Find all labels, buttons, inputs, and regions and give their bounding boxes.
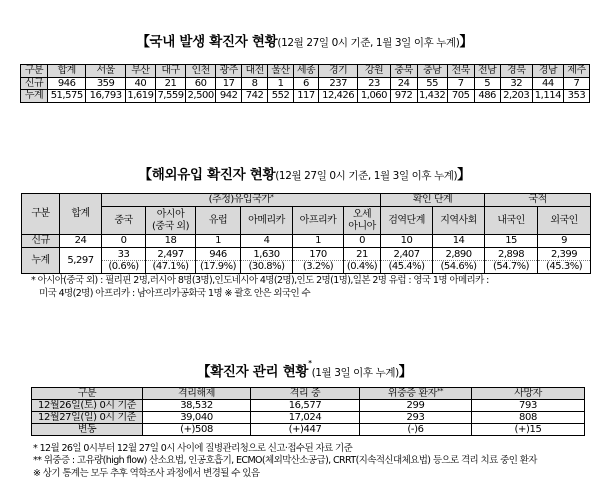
imported-col-oceania: 오세 아니아 — [344, 207, 381, 235]
domestic-value-cell: 742 — [242, 90, 268, 103]
domestic-value-cell: 486 — [474, 90, 500, 103]
imported-new-value: 10 — [381, 235, 433, 248]
imported-col-domestic: 내국인 — [485, 207, 538, 235]
domestic-header-row — [21, 65, 590, 78]
imported-note-line2: 미국 4명(2명) 아프리카 : 남아프리카공화국 1명 ※ 괄호 안은 외국인 수 — [39, 288, 311, 299]
management-header-label: 위중증 환자 — [387, 388, 437, 399]
management-value-cell: 293 — [360, 412, 472, 424]
domestic-row-label: 누계 — [21, 90, 48, 103]
management-value-cell: 39,040 — [143, 412, 251, 424]
domestic-header-cell: 대구 — [155, 65, 185, 78]
section2-title-block: 【해외유입 확진자 현황(12월 27일 0시 기준, 1월 3일 이후 누계)】 — [138, 167, 471, 183]
management-row-change — [32, 424, 585, 436]
domestic-cumulative-row — [21, 90, 590, 103]
imported-cum-value: 2,898 — [497, 248, 525, 260]
imported-cum-cell — [102, 248, 146, 274]
imported-cum-value: 170 — [309, 248, 327, 260]
domestic-header-cell: 세종 — [294, 65, 319, 78]
imported-new-value: 0 — [102, 235, 146, 248]
management-header-label: 격리해제 — [177, 388, 216, 399]
imported-cum-percent: (45.3%) — [538, 260, 590, 273]
domestic-value-cell: 1,432 — [419, 90, 446, 102]
imported-col-quarantine: 검역단계 — [381, 207, 433, 235]
imported-cum-value: 1,630 — [253, 248, 280, 260]
imported-note-line1: * 아시아(중국 외) : 필리핀 2명,러시아 8명(3명),인도네시아 4명(2명),인도 2명(1명),일본 2명 유럽 : 영국 1명 아메리카 : — [31, 275, 489, 286]
domestic-value-cell: 21 — [155, 77, 185, 90]
imported-new-label: 신규 — [22, 235, 60, 248]
imported-new-value: 1 — [196, 235, 241, 248]
domestic-value-cell: 359 — [86, 77, 125, 90]
imported-cum-value: 946 — [209, 248, 227, 260]
management-header-row — [32, 388, 585, 400]
imported-col-community: 지역사회 — [433, 207, 485, 235]
section2-title: 해외유입 확진자 현황 — [151, 167, 276, 183]
management-row-label: 12월26일(토) 0시 기준 — [32, 400, 143, 412]
management-header-cell — [360, 388, 472, 400]
imported-header-nationality: 국적 — [485, 194, 591, 207]
domestic-header-cell: 경북 — [500, 65, 532, 78]
management-value-cell: 808 — [472, 412, 585, 424]
imported-new-value: 0 — [344, 235, 381, 248]
domestic-value-cell: 1,060 — [358, 90, 390, 103]
management-header-label: 사망자 — [514, 388, 542, 399]
imported-cum-percent: (17.9%) — [196, 260, 240, 273]
imported-cum-cell — [381, 248, 433, 274]
domestic-value-cell: 23 — [358, 77, 390, 90]
imported-header-stage: 확인 단계 — [381, 194, 485, 207]
imported-cum-percent: (54.6%) — [433, 260, 484, 273]
domestic-value-cell: 8 — [242, 77, 268, 90]
imported-cum-cell — [538, 248, 591, 274]
imported-cum-percent: (47.1%) — [146, 260, 195, 273]
domestic-value-cell: 1,114 — [532, 90, 563, 103]
domestic-value-cell: 237 — [318, 77, 357, 90]
section1-title: 【국내 발생 확진자 현황 — [136, 34, 278, 50]
management-value-cell: (+)15 — [472, 424, 585, 436]
domestic-header-cell: 전북 — [447, 65, 474, 78]
domestic-value-cell: 60 — [186, 77, 216, 90]
imported-new-value: 1 — [293, 235, 344, 248]
domestic-header-cell: 합계 — [47, 65, 85, 78]
management-row-dec27 — [32, 412, 585, 424]
management-row-dec26 — [32, 400, 585, 412]
management-value-cell: 299 — [360, 400, 472, 412]
domestic-header-cell: 강원 — [358, 65, 390, 78]
imported-cum-value: 2,890 — [445, 248, 472, 260]
section1-subtitle: (12월 27일 0시 기준, 1월 3일 이후 누계) — [277, 37, 460, 49]
severe-footnote-mark: ** — [436, 387, 444, 395]
imported-cum-percent: (3.2%) — [293, 260, 343, 273]
management-value-cell: 17,024 — [251, 412, 360, 424]
imported-new-value: 4 — [241, 235, 293, 248]
section3-title-block: 【확진자 관리 현황*(1월 3일 이후 누계)】 — [196, 359, 412, 380]
management-header-cell — [32, 388, 143, 400]
domestic-value-cell: 2,500 — [187, 90, 214, 102]
domestic-header-cell: 대전 — [242, 65, 268, 78]
section1-title-block — [0, 30, 609, 50]
management-value-cell: 793 — [472, 400, 585, 412]
management-header-cell — [143, 388, 251, 400]
imported-cum-cell — [433, 248, 485, 274]
management-header-label: 구분 — [77, 388, 97, 399]
domestic-value-cell: 552 — [268, 90, 294, 103]
section3-title: 확진자 관리 현황 — [210, 364, 309, 380]
imported-cum-label: 누계 — [22, 248, 60, 274]
imported-cum-percent: (45.4%) — [381, 260, 432, 273]
section3-subtitle: (1월 3일 이후 누계) — [311, 367, 399, 379]
imported-cum-value: 33 — [117, 248, 130, 260]
management-header-cell — [472, 388, 585, 400]
imported-new-total: 24 — [60, 235, 102, 248]
imported-col-africa: 아프리카 — [293, 207, 344, 235]
domestic-value-cell: 7 — [447, 77, 474, 90]
imported-cum-percent: (30.8%) — [241, 260, 292, 273]
domestic-value-cell: 353 — [563, 90, 589, 103]
management-note2: ** 위중증 : 고유량(high flow) 산소요법, 인공호흡기, ECMO(체외막산소공급), CRRT(지속적신대체요법) 등으로 격리 치료 중인 환자 — [33, 455, 537, 466]
domestic-value-cell: 51,575 — [47, 90, 85, 103]
imported-cum-cell — [241, 248, 293, 274]
imported-col-europe: 유럽 — [196, 207, 241, 235]
domestic-header-cell: 서울 — [86, 65, 125, 78]
domestic-value-cell: 1,619 — [127, 90, 154, 102]
imported-header-total: 합계 — [60, 194, 102, 235]
domestic-value-cell: 705 — [447, 90, 474, 103]
imported-new-value: 14 — [433, 235, 485, 248]
management-header-label: 격리 중 — [289, 388, 321, 399]
domestic-value-cell: 16,793 — [86, 90, 125, 103]
imported-cumulative-row — [22, 248, 591, 274]
imported-new-row — [22, 235, 591, 248]
domestic-value-cell: 32 — [500, 77, 532, 90]
imported-col-america: 아메리카 — [241, 207, 293, 235]
imported-new-value: 18 — [146, 235, 196, 248]
domestic-value-cell: 6 — [294, 77, 319, 90]
domestic-header-cell: 경남 — [532, 65, 563, 78]
imported-cum-percent: (0.6%) — [102, 260, 145, 273]
domestic-header-cell: 부산 — [125, 65, 155, 78]
section1-close-bracket: 】 — [459, 34, 473, 50]
imported-col-china: 중국 — [102, 207, 146, 235]
domestic-header-cell: 광주 — [216, 65, 242, 78]
case-management-table — [31, 387, 585, 436]
imported-new-value: 15 — [485, 235, 538, 248]
domestic-header-cell: 제주 — [563, 65, 589, 78]
management-row-label: 12월27일(일) 0시 기준 — [32, 412, 143, 424]
domestic-value-cell: 24 — [390, 77, 417, 90]
section2-subtitle: (12월 27일 0시 기준, 1월 3일 이후 누계) — [275, 170, 458, 182]
management-value-cell: (+)447 — [251, 424, 360, 436]
imported-header-origin: (추정)유입국가* — [102, 194, 381, 207]
domestic-value-cell: 7 — [563, 77, 589, 90]
imported-cum-cell — [146, 248, 196, 274]
domestic-header-cell: 전남 — [474, 65, 500, 78]
domestic-value-cell: 2,203 — [500, 90, 532, 103]
imported-cum-cell — [293, 248, 344, 274]
management-value-cell: (+)508 — [143, 424, 251, 436]
domestic-value-cell: 44 — [532, 77, 563, 90]
domestic-value-cell: 17 — [216, 77, 242, 90]
domestic-header-cell: 울산 — [268, 65, 294, 78]
domestic-value-cell: 942 — [216, 90, 242, 103]
domestic-header-cell: 충북 — [390, 65, 417, 78]
domestic-value-cell: 1 — [268, 77, 294, 90]
management-note3: ※ 상기 통계는 모두 추후 역학조사 과정에서 변경될 수 있음 — [33, 468, 260, 479]
domestic-value-cell: 7,559 — [157, 90, 184, 102]
management-note1: * 12월 26일 0시부터 12월 27일 0시 사이에 질병관리청으로 신고·접수된 자료 기준 — [33, 443, 353, 454]
domestic-header-cell: 경기 — [318, 65, 357, 78]
imported-cum-value: 2,407 — [393, 248, 420, 260]
domestic-header-cell: 인천 — [186, 65, 216, 78]
domestic-cases-table — [20, 64, 590, 103]
domestic-value-cell: 972 — [390, 90, 417, 103]
management-value-cell: 38,532 — [143, 400, 251, 412]
imported-col-asia: 아시아 (중국 외) — [146, 207, 196, 235]
management-header-cell — [251, 388, 360, 400]
imported-cum-total: 5,297 — [60, 248, 102, 274]
imported-cum-value: 21 — [356, 248, 368, 260]
imported-cum-value: 2,497 — [157, 248, 184, 260]
imported-cum-percent: (0.4%) — [344, 260, 380, 273]
imported-cum-cell — [344, 248, 381, 274]
domestic-value-cell: 946 — [47, 77, 85, 90]
imported-cum-cell — [485, 248, 538, 274]
domestic-new-row — [21, 77, 590, 90]
domestic-value-cell: 55 — [417, 77, 447, 90]
domestic-value-cell: 117 — [294, 90, 319, 103]
imported-new-value: 9 — [538, 235, 591, 248]
management-row-label: 변동 — [32, 424, 143, 436]
imported-cum-cell — [196, 248, 241, 274]
domestic-value-cell: 40 — [125, 77, 155, 90]
management-value-cell: 16,577 — [251, 400, 360, 412]
domestic-value-cell: 5 — [474, 77, 500, 90]
imported-col-foreign: 외국인 — [538, 207, 591, 235]
management-value-cell: (-)6 — [360, 424, 472, 436]
domestic-header-cell: 충남 — [417, 65, 447, 78]
imported-header-gubun: 구분 — [22, 194, 60, 235]
domestic-header-cell: 구분 — [21, 65, 48, 78]
imported-cases-table — [21, 193, 591, 274]
domestic-value-cell: 12,426 — [318, 90, 357, 103]
domestic-row-label: 신규 — [21, 77, 48, 90]
imported-cum-value: 2,399 — [551, 248, 578, 260]
imported-cum-percent: (54.7%) — [485, 260, 537, 273]
